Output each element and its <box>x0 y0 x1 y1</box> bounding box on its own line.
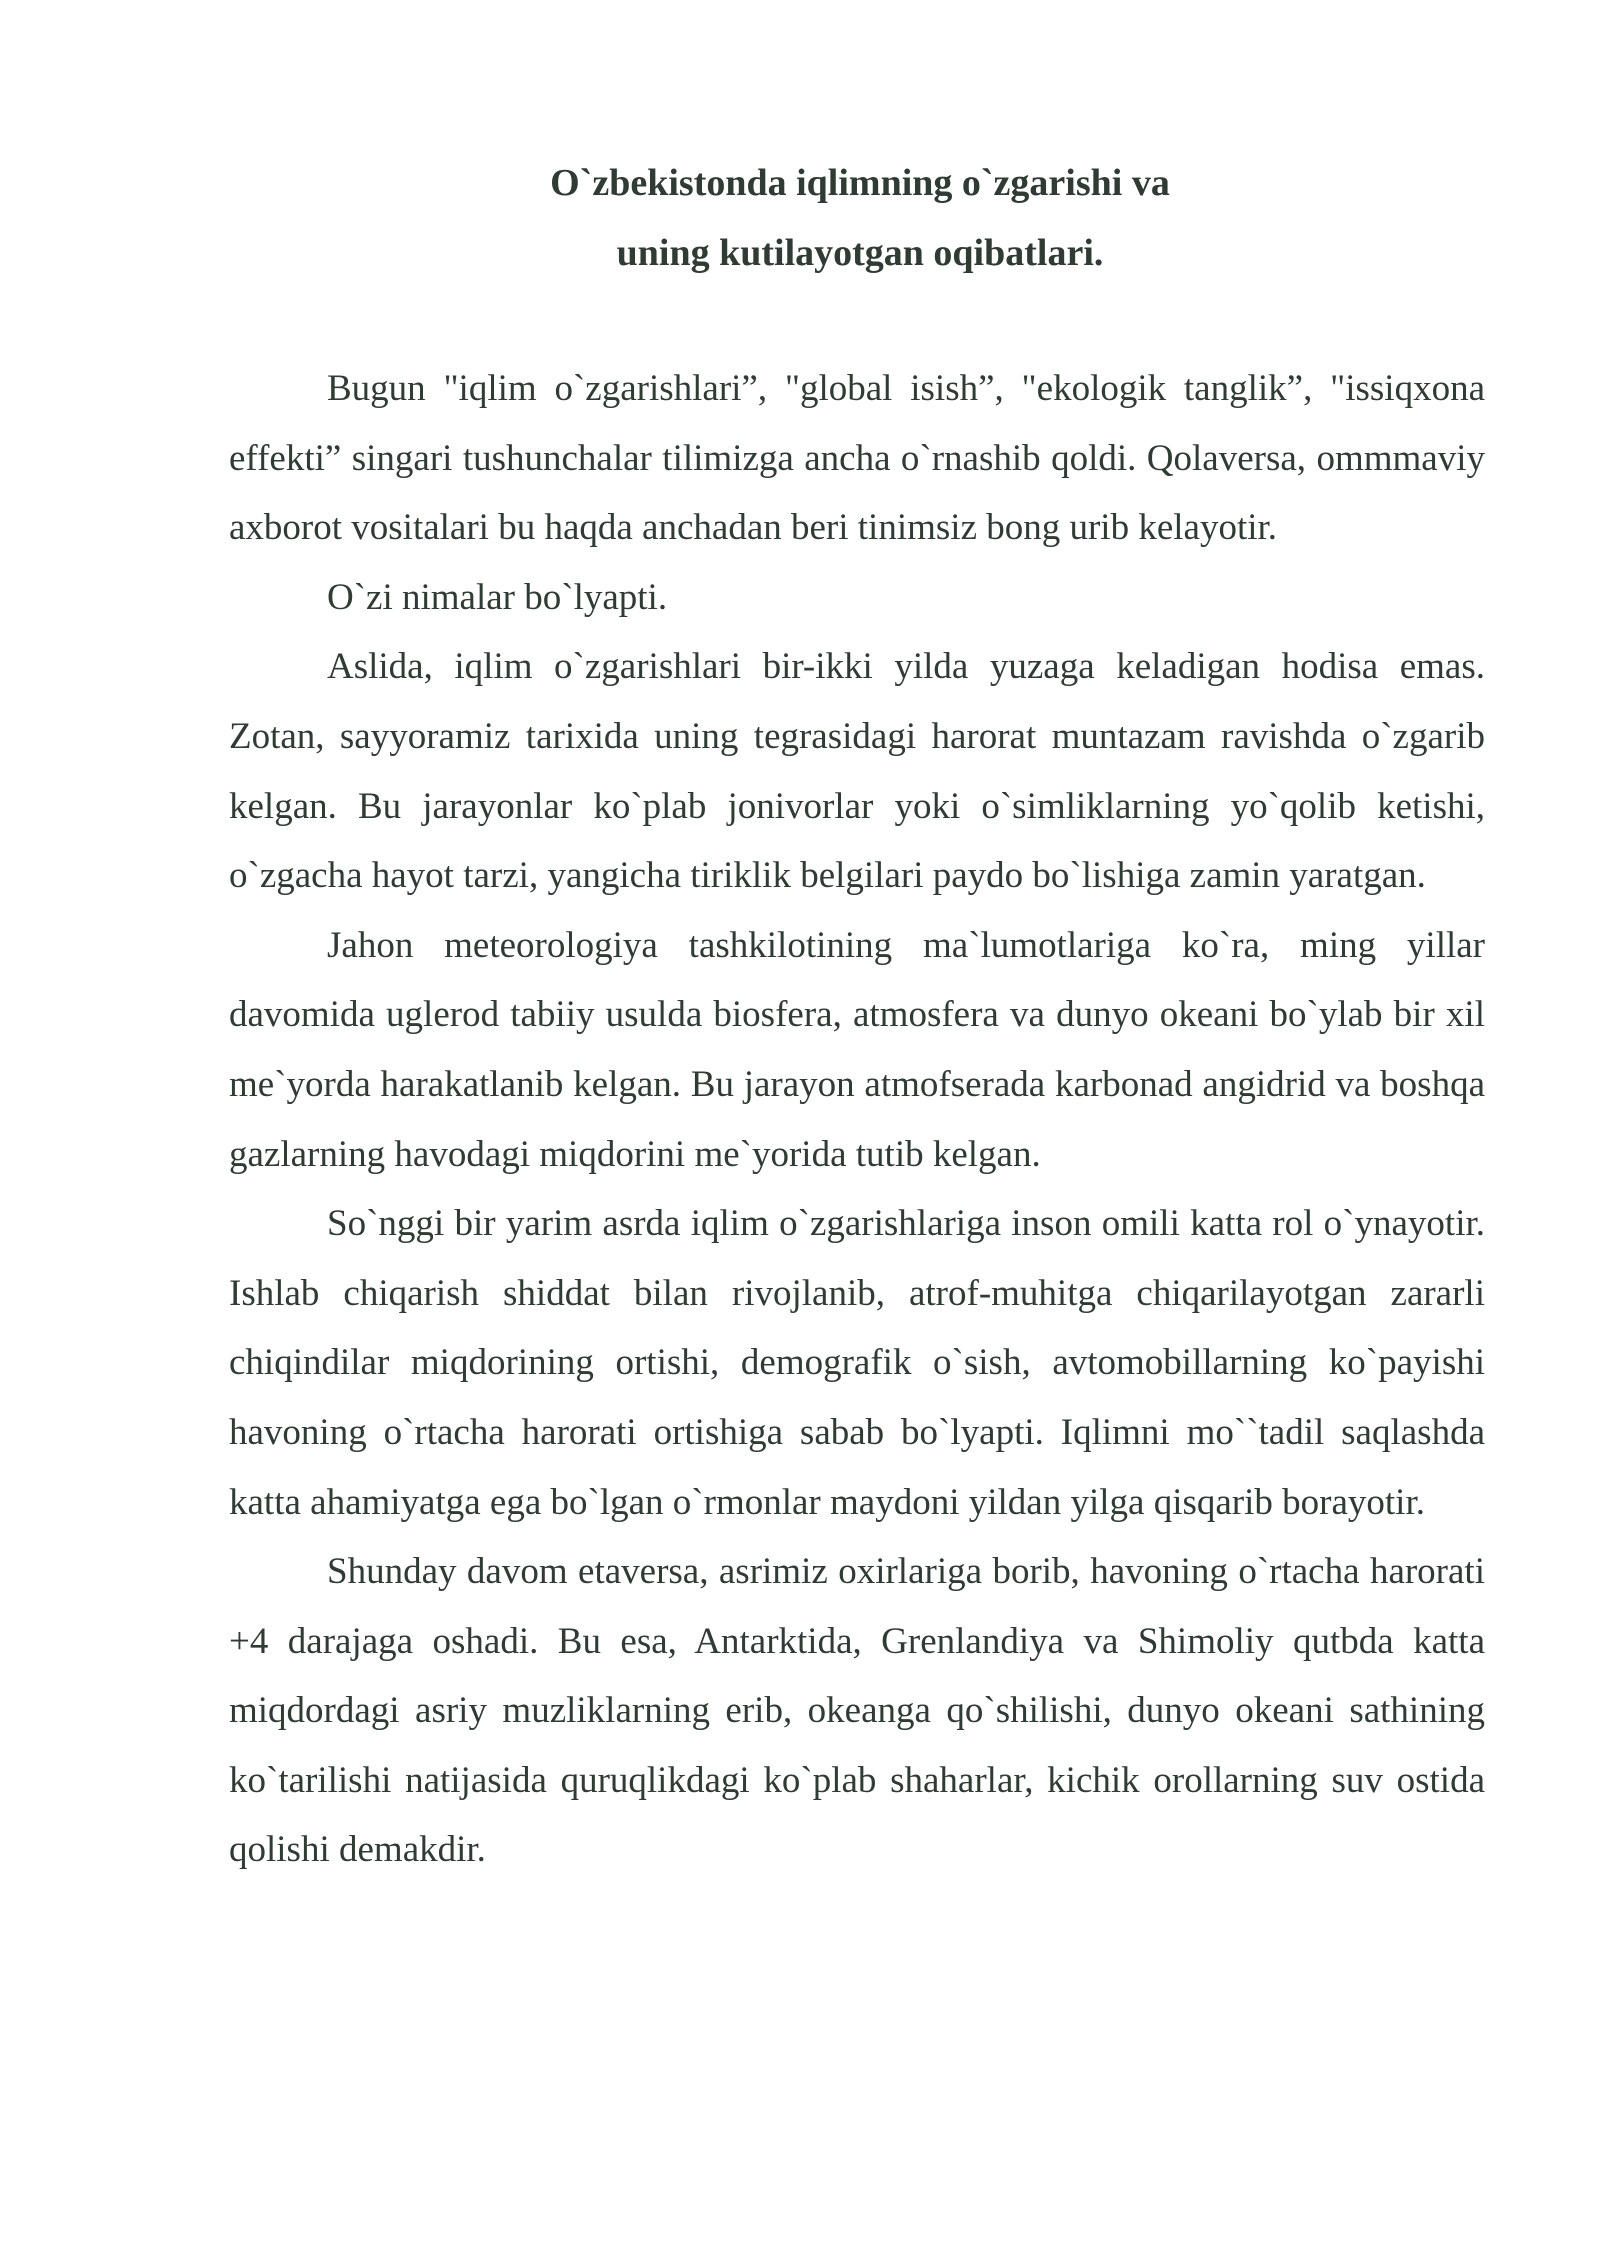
title-line-1: O`zbekistonda iqlimning o`zgarishi va <box>550 162 1170 204</box>
paragraph-human-factor: So`nggi bir yarim asrda iqlim o`zgarishlariga inson omili katta rol o`ynayotir. Ishlab chiqarish shiddat bilan rivojlanib, atrof-muhitga chiqarilayotgan zararli chiqindilar miqdorining ortishi, demografik o`sish, avtomobillarning ko`payishi havoning o`rtacha harorati ortishiga sabab bo`lyapti. Iqlimni mo``tadil saqlashda katta ahamiyatga ega bo`lgan o`rmonlar maydoni yildan yilga qisqarib borayotir. <box>229 1203 1485 1523</box>
document-body <box>229 354 1485 1885</box>
paragraph-meteorology: Jahon meteorologiya tashkilotining ma`lumotlariga ko`ra, ming yillar davomida uglerod tabiiy usulda biosfera, atmosfera va dunyo okeani bo`ylab bir xil me`yorda harakatlanib kelgan. Bu jarayon atmofserada karbonad angidrid va boshqa gazlarning havodagi miqdorini me`yorida tutib kelgan. <box>229 924 1485 1175</box>
paragraph-intro: Bugun "iqlim o`zgarishlari”, "global isish”, "ekologik tanglik”, "issiqxona effekti” singari tushunchalar tilimizga ancha o`rnashib qoldi. Qolaversa, ommmaviy axborot vositalari bu haqda anchadan beri tinimsiz bong urib kelayotir. <box>229 368 1485 549</box>
paragraph-history: Aslida, iqlim o`zgarishlari bir-ikki yilda yuzaga keladigan hodisa emas. Zotan, sayyoramiz tarixida uning tegrasidagi harorat muntazam ravishda o`zgarib kelgan. Bu jarayonlar ko`plab jonivorlar yoki o`simliklarning yo`qolib ketishi, o`zgacha hayot tarzi, yangicha tiriklik belgilari paydo bo`lishiga zamin yaratgan. <box>229 646 1485 897</box>
document-title <box>0 148 1600 288</box>
title-line-2: uning kutilayotgan oqibatlari. <box>616 232 1104 274</box>
paragraph-consequences: Shunday davom etaversa, asrimiz oxirlariga borib, havoning o`rtacha harorati +4 darajaga oshadi. Bu esa, Antarktida, Grenlandiya va Shimoliy qutbda katta miqdordagi asriy muzliklarning erib, okeanga qo`shilishi, dunyo okeani sathining ko`tarilishi natijasida quruqlikdagi ko`plab shaharlar, kichik orollarning suv ostida qolishi demakdir. <box>229 1551 1485 1871</box>
paragraph-question: O`zi nimalar bo`lyapti. <box>327 576 668 618</box>
